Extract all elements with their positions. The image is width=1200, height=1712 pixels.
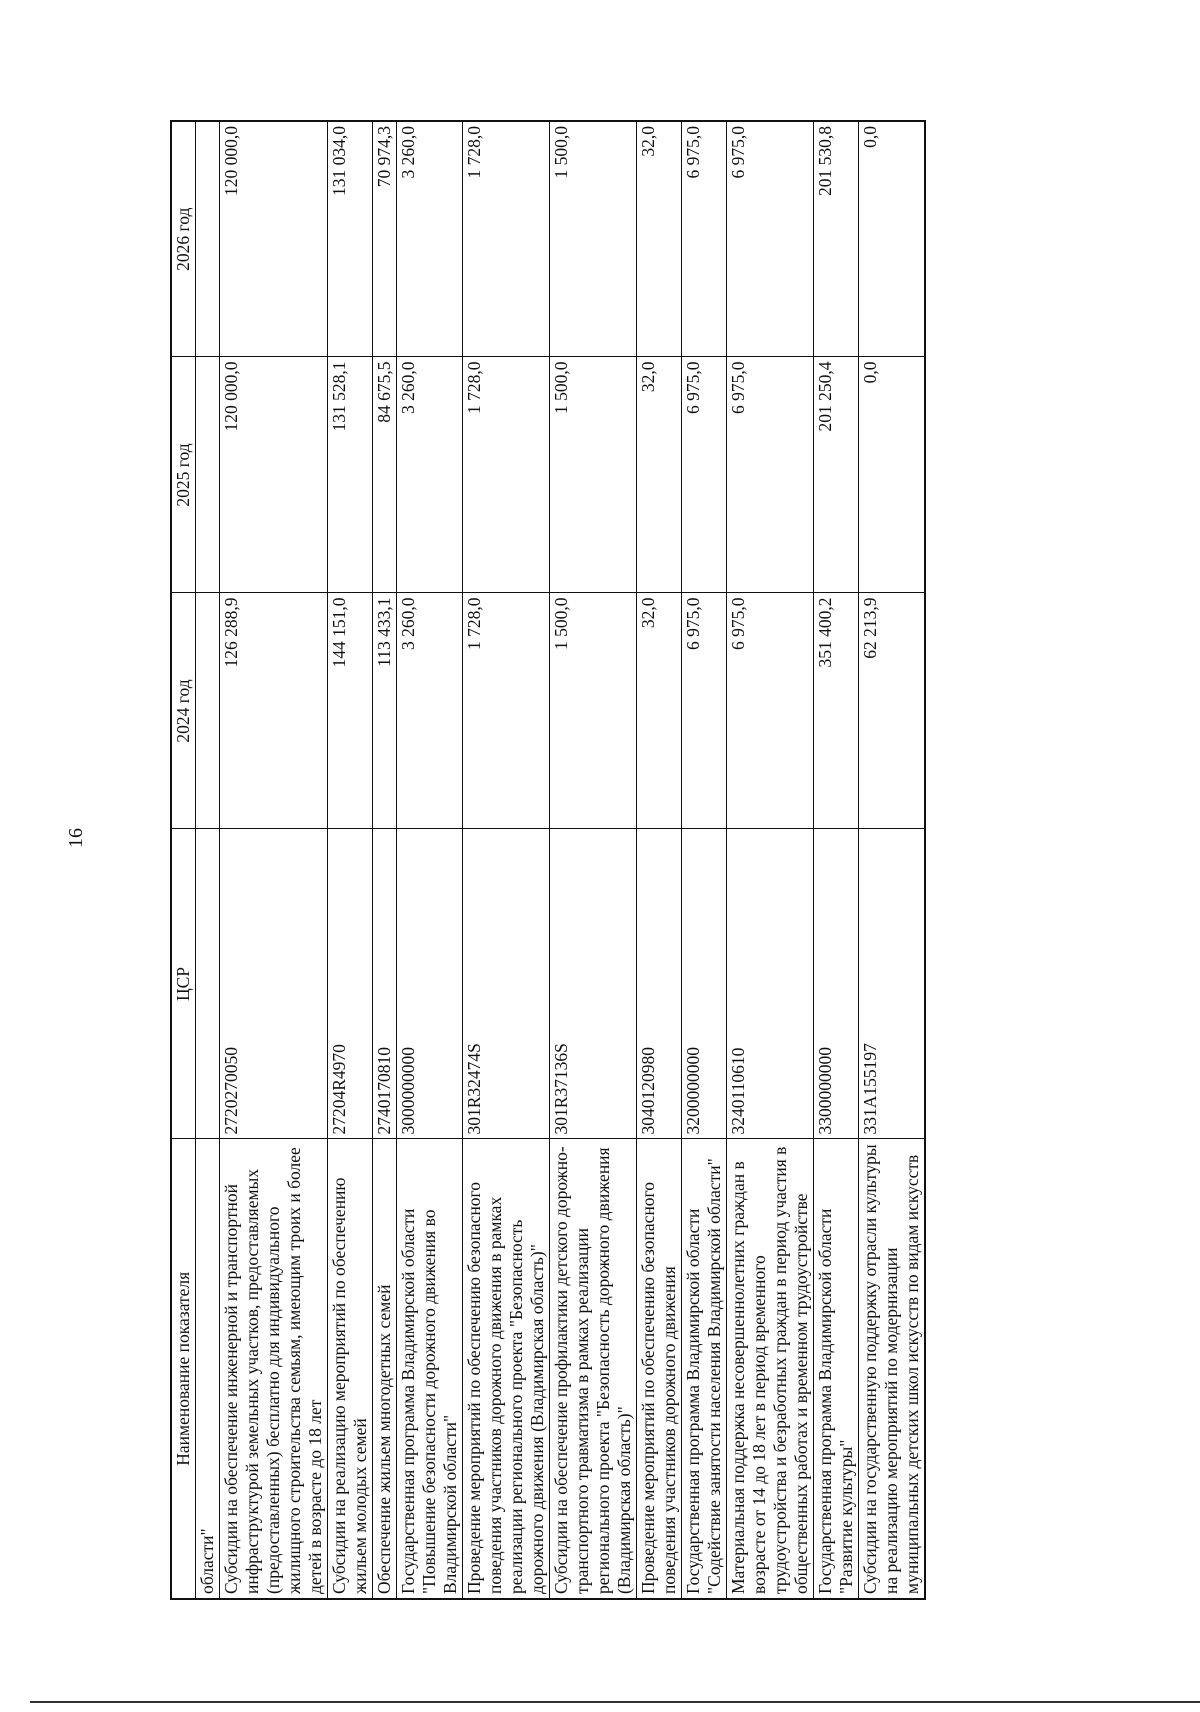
table-row bbox=[814, 121, 859, 1599]
table-row bbox=[220, 121, 328, 1599]
page-number: 16 bbox=[65, 828, 87, 848]
row-2025: 6 975,0 bbox=[727, 357, 814, 593]
row-2025 bbox=[196, 357, 220, 593]
table-row bbox=[859, 121, 926, 1599]
header-2026: 2026 год bbox=[171, 121, 196, 357]
row-2025: 3 260,0 bbox=[397, 357, 463, 593]
row-2024: 62 213,9 bbox=[859, 593, 926, 829]
row-2026: 201 530,8 bbox=[814, 121, 859, 357]
row-name: Проведение мероприятий по обеспечению безопасного поведения участников дорожного движения bbox=[637, 1139, 682, 1599]
row-csr: 3240110610 bbox=[727, 829, 814, 1139]
row-2026: 131 034,0 bbox=[328, 121, 373, 357]
row-2025: 1 728,0 bbox=[463, 357, 550, 593]
budget-table bbox=[170, 120, 926, 1600]
row-csr: 3040120980 bbox=[637, 829, 682, 1139]
header-name: Наименование показателя bbox=[171, 1139, 196, 1599]
row-2026 bbox=[196, 121, 220, 357]
row-name: Субсидии на реализацию мероприятий по обеспечению жильем молодых семей bbox=[328, 1139, 373, 1599]
row-name: Проведение мероприятий по обеспечению безопасного поведения участников дорожного движения в рамках реализации регионального проекта "Безопасность дорожного движения (Владимирская область)" bbox=[463, 1139, 550, 1599]
row-2026: 0,0 bbox=[859, 121, 926, 357]
table-row bbox=[727, 121, 814, 1599]
row-name: области" bbox=[196, 1139, 220, 1599]
row-2024: 1 500,0 bbox=[550, 593, 637, 829]
row-2025: 131 528,1 bbox=[328, 357, 373, 593]
table-row bbox=[463, 121, 550, 1599]
row-2026: 6 975,0 bbox=[727, 121, 814, 357]
row-name: Материальная поддержка несовершеннолетних граждан в возрасте от 14 до 18 лет в период временного трудоустройства и безработных граждан в период участия в общественных работах и временном трудоустройстве bbox=[727, 1139, 814, 1599]
table-row bbox=[196, 121, 220, 1599]
header-2025: 2025 год bbox=[171, 357, 196, 593]
row-2025: 201 250,4 bbox=[814, 357, 859, 593]
table-row bbox=[397, 121, 463, 1599]
table-row bbox=[373, 121, 397, 1599]
row-2024: 113 433,1 bbox=[373, 593, 397, 829]
row-2024: 6 975,0 bbox=[727, 593, 814, 829]
row-name: Субсидии на государственную поддержку отрасли культуры на реализацию мероприятий по модернизации муниципальных детских школ искусств по видам искусств bbox=[859, 1139, 926, 1599]
row-2026: 1 728,0 bbox=[463, 121, 550, 357]
row-2024 bbox=[196, 593, 220, 829]
row-name: Обеспечение жильем многодетных семей bbox=[373, 1139, 397, 1599]
rotated-table-container bbox=[170, 120, 1100, 1600]
row-name: Государственная программа Владимирской области "Повышение безопасности дорожного движения во Владимирской области" bbox=[397, 1139, 463, 1599]
row-name: Субсидии на обеспечение инженерной и транспортной инфраструктурой земельных участков, предоставляемых (предоставленных) бесплатно для индивидуального жилищного строительства семьям, имеющим троих и более детей в возрасте до 18 лет bbox=[220, 1139, 328, 1599]
row-2026: 6 975,0 bbox=[682, 121, 727, 357]
row-2025: 6 975,0 bbox=[682, 357, 727, 593]
bottom-rule bbox=[30, 1701, 1200, 1703]
row-2024: 6 975,0 bbox=[682, 593, 727, 829]
table-row bbox=[682, 121, 727, 1599]
row-2026: 3 260,0 bbox=[397, 121, 463, 357]
row-csr bbox=[196, 829, 220, 1139]
row-2025: 0,0 bbox=[859, 357, 926, 593]
row-name: Субсидии на обеспечение профилактики детского дорожно-транспортного травматизма в рамках реализации регионального проекта "Безопасность дорожного движения (Владимирская область)" bbox=[550, 1139, 637, 1599]
row-2025: 120 000,0 bbox=[220, 357, 328, 593]
row-2024: 126 288,9 bbox=[220, 593, 328, 829]
row-2025: 84 675,5 bbox=[373, 357, 397, 593]
row-csr: 3200000000 bbox=[682, 829, 727, 1139]
row-name: Государственная программа Владимирской области "Развитие культуры" bbox=[814, 1139, 859, 1599]
row-csr: 3000000000 bbox=[397, 829, 463, 1139]
row-csr: 2720270050 bbox=[220, 829, 328, 1139]
row-2024: 1 728,0 bbox=[463, 593, 550, 829]
row-csr: 2740170810 bbox=[373, 829, 397, 1139]
table-row bbox=[637, 121, 682, 1599]
row-2024: 32,0 bbox=[637, 593, 682, 829]
row-csr: 331A155197 bbox=[859, 829, 926, 1139]
row-2026: 120 000,0 bbox=[220, 121, 328, 357]
header-csr: ЦСР bbox=[171, 829, 196, 1139]
row-name: Государственная программа Владимирской области "Содействие занятости населения Владимирской области" bbox=[682, 1139, 727, 1599]
row-2026: 1 500,0 bbox=[550, 121, 637, 357]
table-row bbox=[550, 121, 637, 1599]
row-2024: 144 151,0 bbox=[328, 593, 373, 829]
row-2026: 70 974,3 bbox=[373, 121, 397, 357]
table-row bbox=[328, 121, 373, 1599]
row-2026: 32,0 bbox=[637, 121, 682, 357]
row-2024: 351 400,2 bbox=[814, 593, 859, 829]
header-2024: 2024 год bbox=[171, 593, 196, 829]
row-2025: 1 500,0 bbox=[550, 357, 637, 593]
row-csr: 27204R4970 bbox=[328, 829, 373, 1139]
row-csr: 301R32474S bbox=[463, 829, 550, 1139]
row-csr: 301R37136S bbox=[550, 829, 637, 1139]
row-csr: 3300000000 bbox=[814, 829, 859, 1139]
row-2024: 3 260,0 bbox=[397, 593, 463, 829]
table-header-row bbox=[171, 121, 196, 1599]
row-2025: 32,0 bbox=[637, 357, 682, 593]
